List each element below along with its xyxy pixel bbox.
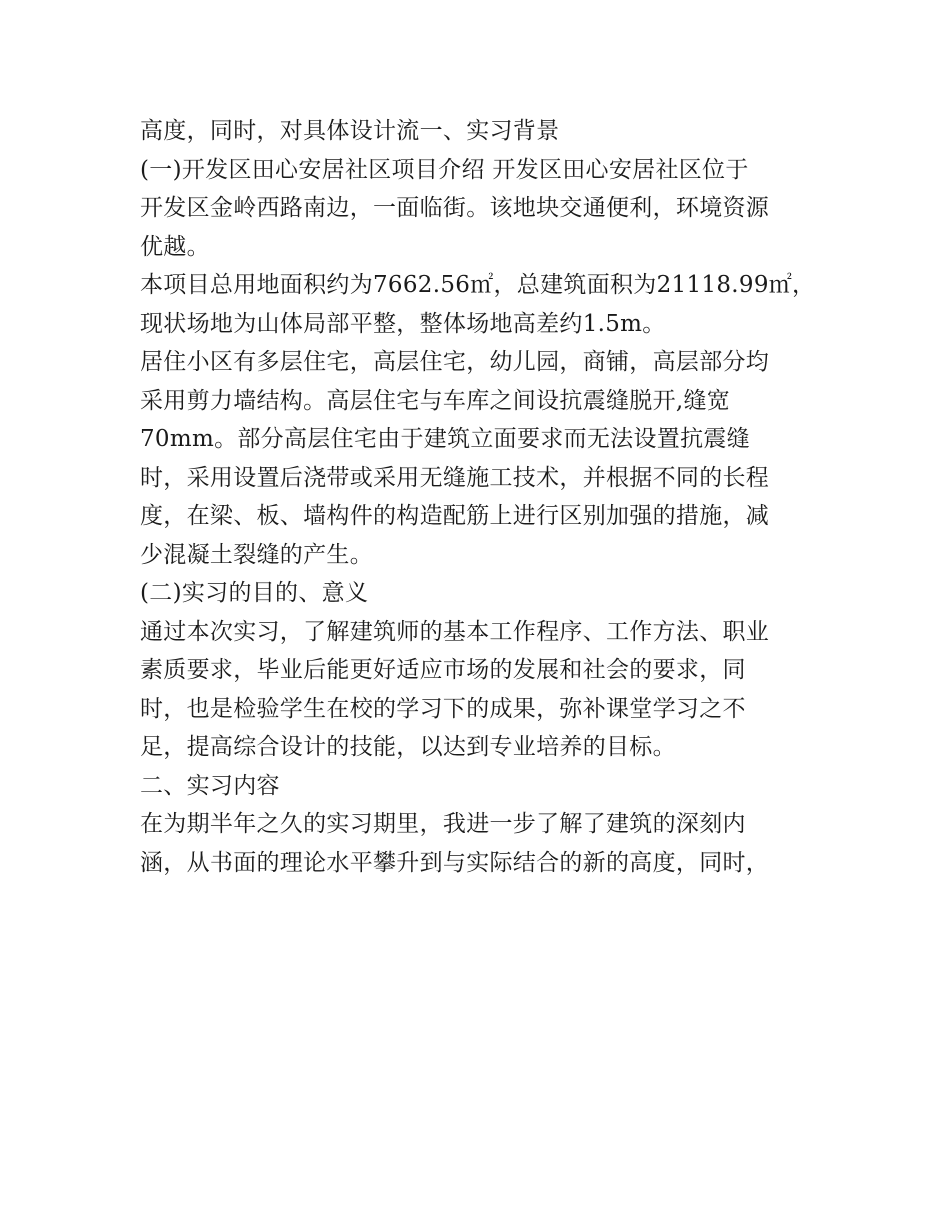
text-line: 采用剪力墙结构。高层住宅与车库之间设抗震缝脱开,缝宽 <box>140 387 731 414</box>
text-line: 度，在梁、板、墙构件的构造配筋上进行区别加强的措施，减 <box>140 503 770 529</box>
text-line: 少混凝土裂缝的产生。 <box>140 541 373 568</box>
text-line: 开发区金岭西路南边，一面临街。该地块交通便利，环境资源 <box>140 195 770 221</box>
text-line: 涵，从书面的理论水平攀升到与实际结合的新的高度，同时， <box>140 849 770 876</box>
text-line: 70mm。部分高层住宅由于建筑立面要求而无法设置抗震缝 <box>140 426 750 452</box>
text-line: 时，采用设置后浇带或采用无缝施工技术，并根据不同的长程 <box>140 464 770 491</box>
text-line: 在为期半年之久的实习期里，我进一步了解了建筑的深刻内 <box>140 811 746 837</box>
text-line: 现状场地为山体局部平整，整体场地高差约1.5m。 <box>140 310 666 337</box>
text-line: (一)开发区田心安居社区项目介绍 开发区田心安居社区位于 <box>140 156 749 183</box>
document-body <box>140 112 820 882</box>
text-line: 足，提高综合设计的技能，以达到专业培养的目标。 <box>140 734 676 760</box>
text-line: 优越。 <box>140 233 210 260</box>
text-line: 居住小区有多层住宅，高层住宅，幼儿园，商铺，高层部分均 <box>140 349 770 375</box>
text-line: 高度，同时，对具体设计流一、实习背景 <box>140 118 560 144</box>
section-heading: 二、实习内容 <box>140 772 280 799</box>
text-line: 时，也是检验学生在校的学习下的成果，弥补课堂学习之不 <box>140 695 746 722</box>
text-line: 通过本次实习，了解建筑师的基本工作程序、工作方法、职业 <box>140 618 770 645</box>
text-line: 素质要求，毕业后能更好适应市场的发展和社会的要求，同 <box>140 657 746 683</box>
text-line: 本项目总用地面积约为7662.56㎡，总建筑面积为21118.99㎡， <box>140 272 816 298</box>
section-heading: (二)实习的目的、意义 <box>140 580 369 606</box>
